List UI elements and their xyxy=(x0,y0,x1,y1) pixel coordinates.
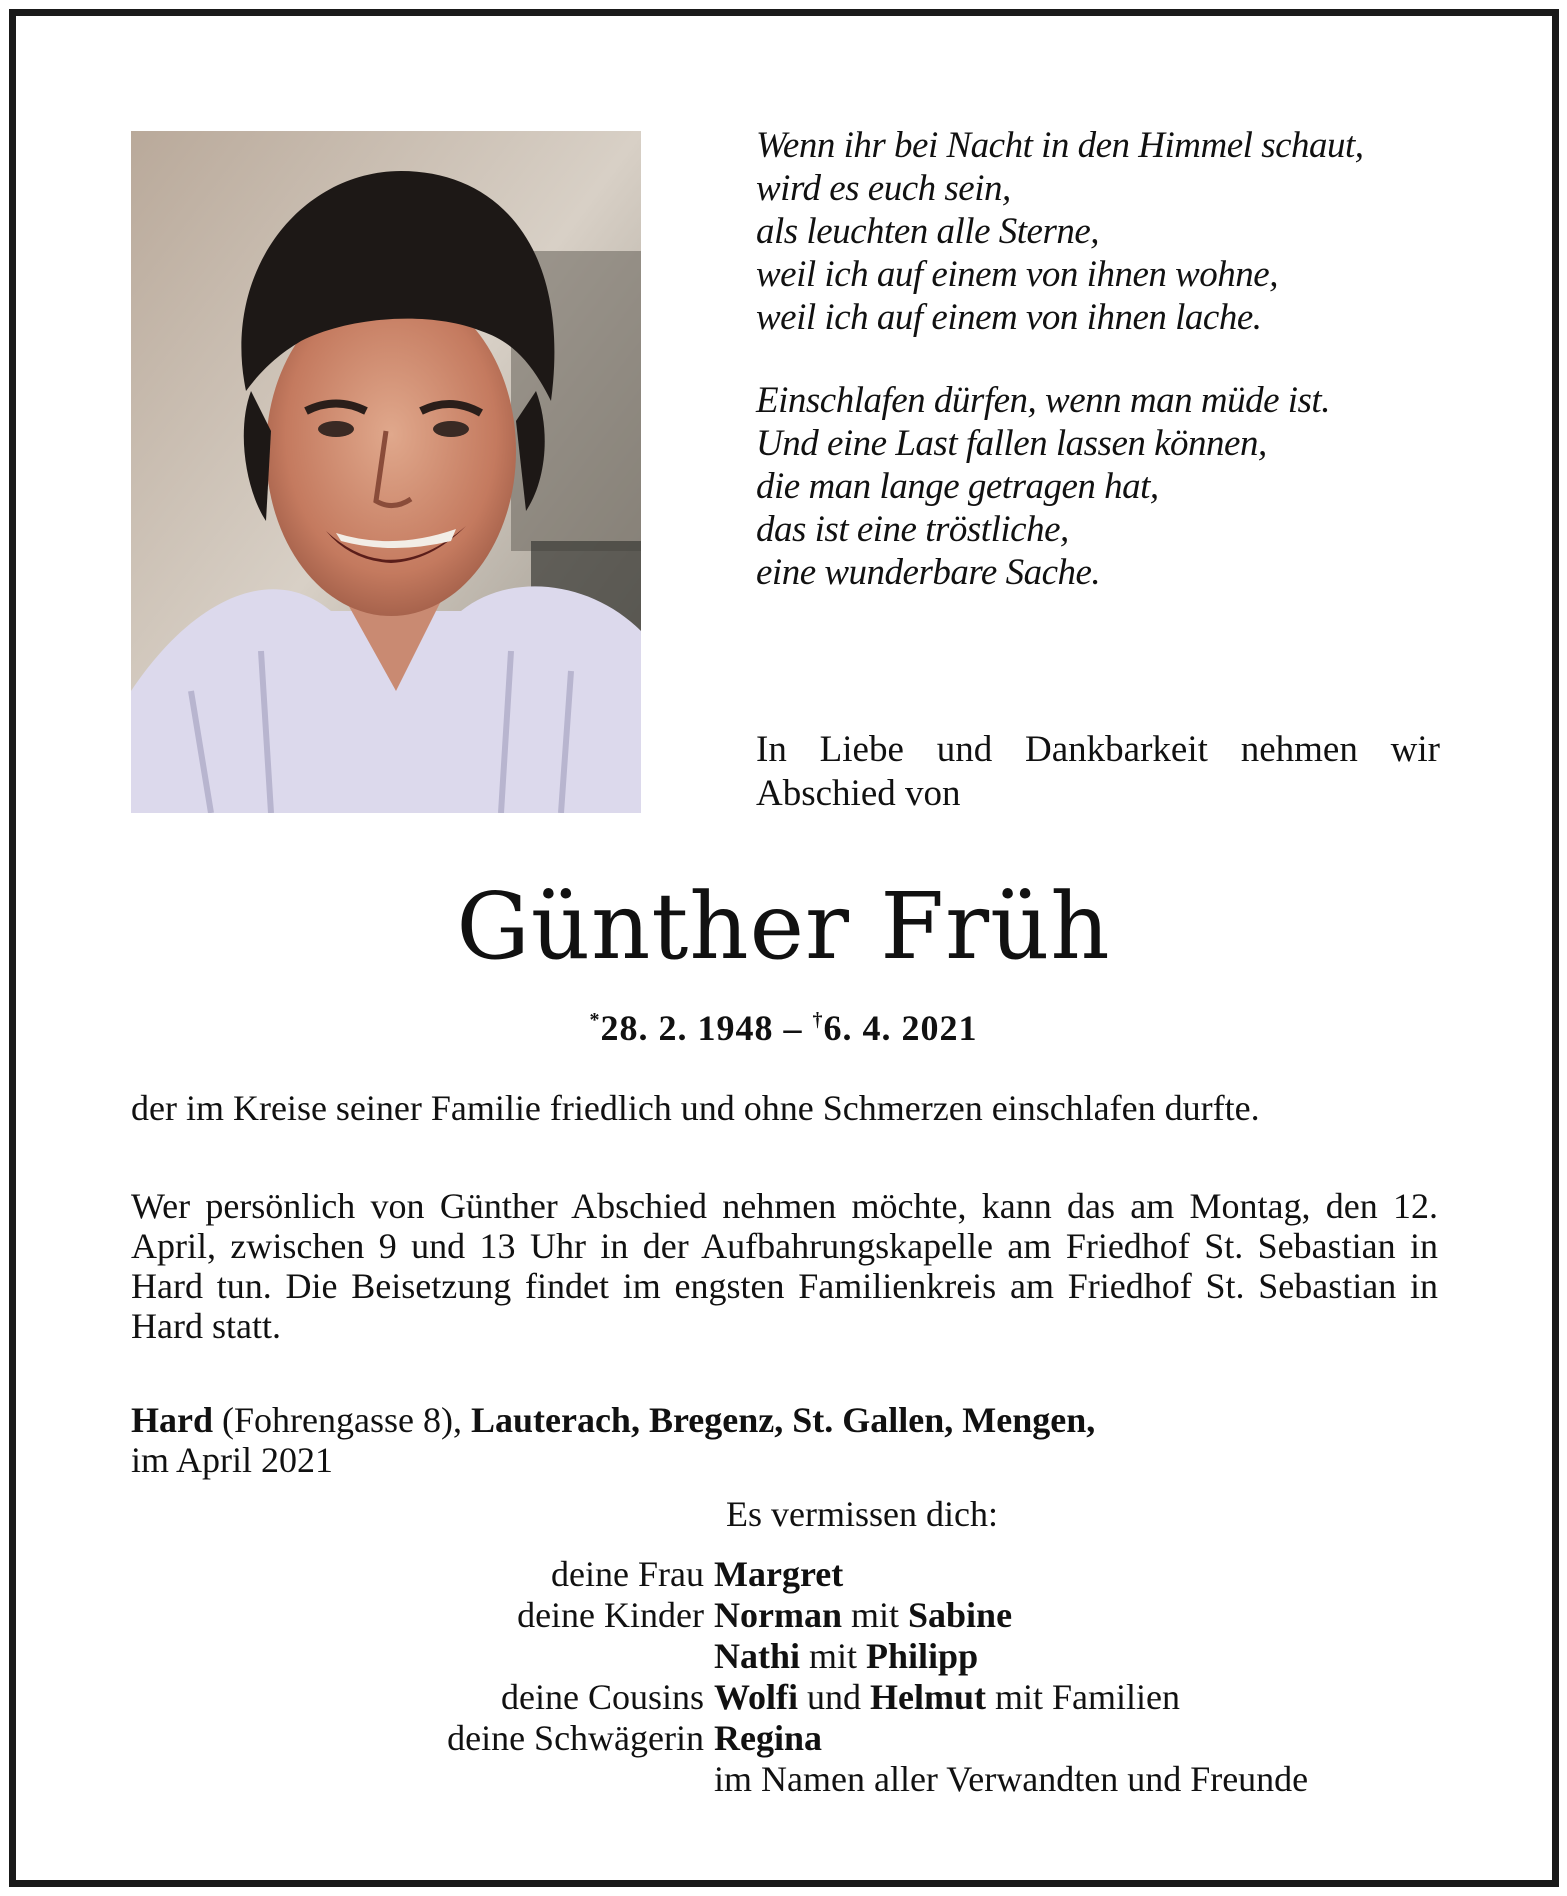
relation-label: deine Kinder xyxy=(517,1595,704,1635)
poem-line: die man lange getragen hat, xyxy=(756,466,1159,507)
farewell-intro: In Liebe und Dankbarkeit nehmen wir Abschied von xyxy=(756,729,1440,814)
date-separator: – xyxy=(783,1008,803,1048)
poem-stanza-2 xyxy=(756,379,1456,594)
mourner-row xyxy=(131,1554,1451,1595)
place-hard: Hard xyxy=(131,1400,214,1440)
mourner-names xyxy=(714,1554,843,1595)
poem-line: Wenn ihr bei Nacht in den Himmel schaut, xyxy=(756,125,1364,166)
poem-line: Und eine Last fallen lassen können, xyxy=(756,423,1267,464)
mourner-row xyxy=(131,1759,1451,1800)
mourner-name: Norman xyxy=(714,1595,842,1635)
mourner-name: Helmut xyxy=(870,1677,986,1717)
mourner-row xyxy=(131,1636,1451,1677)
relation-label xyxy=(131,1759,714,1800)
poem-line: das ist eine tröstliche, xyxy=(756,509,1069,550)
mourner-names xyxy=(714,1595,1012,1636)
joiner: mit Familien xyxy=(986,1677,1180,1717)
poem-line: eine wunderbare Sache. xyxy=(756,552,1101,593)
joiner: mit xyxy=(800,1636,867,1676)
place-date: im April 2021 xyxy=(131,1440,334,1480)
relation-label: deine Cousins xyxy=(501,1677,704,1717)
mourner-row xyxy=(131,1718,1451,1759)
poem-line: Einschlafen dürfen, wenn man müde ist. xyxy=(756,380,1330,421)
mourner-names xyxy=(714,1677,1180,1718)
mourner-name: Regina xyxy=(714,1718,822,1758)
life-dates xyxy=(0,998,1567,1050)
poem-line: als leuchten alle Sterne, xyxy=(756,211,1100,252)
mourner-name: Philipp xyxy=(866,1636,979,1676)
places-others: Lauterach, Bregenz, St. Gallen, Mengen, xyxy=(470,1400,1096,1440)
farewell-details-paragraph: Wer persönlich von Günther Abschied nehmen möchte, kann das am Montag, den 12. April, zwischen 9 und 13 Uhr in der Aufbahrungskapelle am Friedhof St. Sebastian in Hard tun. Die Beisetzung findet im engsten Familienkreis am Friedhof St. Sebastian in Hard statt. xyxy=(131,1186,1438,1346)
mourner-row xyxy=(131,1595,1451,1636)
poem-line: weil ich auf einem von ihnen lache. xyxy=(756,297,1262,338)
mourner-name: Margret xyxy=(714,1554,844,1594)
mourner-name: Nathi xyxy=(714,1636,801,1676)
birth-date: 28. 2. 1948 xyxy=(600,1008,774,1048)
death-symbol: † xyxy=(812,1009,824,1031)
mourner-name: Sabine xyxy=(908,1595,1013,1635)
joiner: mit xyxy=(842,1595,909,1635)
mourner-row xyxy=(131,1677,1451,1718)
places-line xyxy=(131,1400,1438,1480)
relation-label: deine Schwägerin xyxy=(447,1718,704,1758)
address: (Fohrengasse 8), xyxy=(213,1400,471,1440)
mourner-names xyxy=(714,1636,978,1677)
joiner: und xyxy=(798,1677,871,1717)
relation-label: deine Frau xyxy=(551,1554,704,1594)
passing-paragraph: der im Kreise seiner Familie friedlich und ohne Schmerzen einschlafen durfte. xyxy=(131,1088,1260,1128)
poem-stanza-1 xyxy=(756,124,1456,339)
mourners-heading: Es vermissen dich: xyxy=(726,1494,998,1534)
poem-line: weil ich auf einem von ihnen wohne, xyxy=(756,254,1278,295)
mourners-list xyxy=(131,1554,1451,1800)
death-date: 6. 4. 2021 xyxy=(823,1008,978,1048)
birth-symbol: * xyxy=(589,1009,601,1031)
deceased-name: Günther Früh xyxy=(456,873,1111,980)
closing-line: im Namen aller Verwandten und Freunde xyxy=(714,1759,1309,1799)
mourner-name: Wolfi xyxy=(714,1677,799,1717)
poem xyxy=(756,124,1456,634)
mourner-names xyxy=(714,1718,822,1759)
relation-label xyxy=(131,1636,714,1677)
poem-line: wird es euch sein, xyxy=(756,168,1011,209)
portrait-photo xyxy=(131,131,641,813)
